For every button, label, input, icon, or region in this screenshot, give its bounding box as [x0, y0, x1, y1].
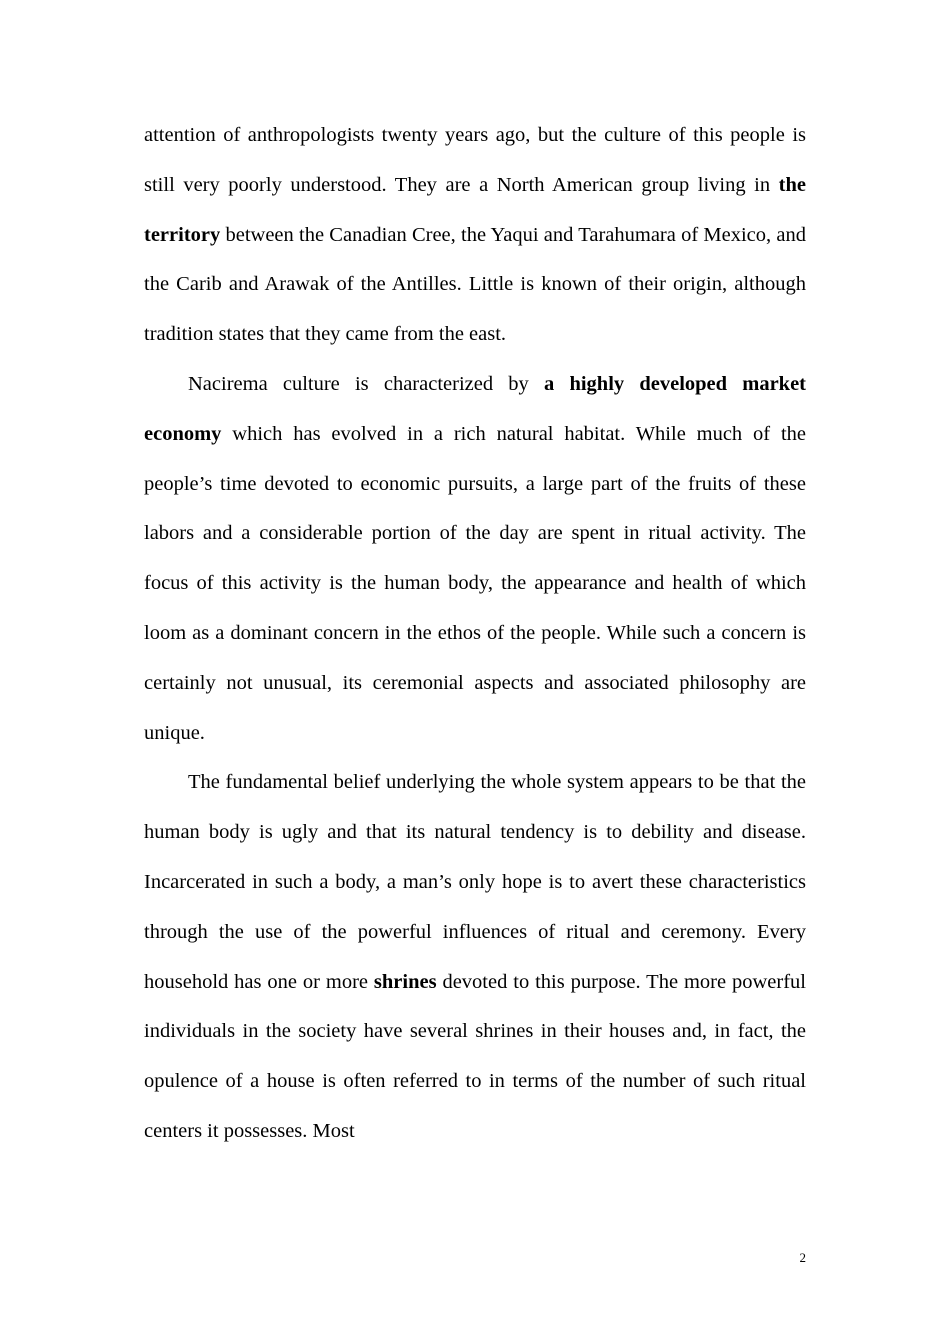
bold-phrase-the-territory: the territory: [144, 173, 806, 246]
text-run: between the Canadian Cree, the Yaqui and Tarahumara of Mexico, and the Carib and Arawak of the Antilles. Little is known of their origin, although tradition states that they came from the east.: [144, 223, 806, 346]
text-run: The fundamental belief underlying the whole system appears to be that the human body is ugly and that its natural tendency is to debility and disease. Incarcerated in such a body, a man’s only hope is to avert these characteristics through the use of the powerful influences of ritual and ceremony. Every household has one or more: [144, 771, 806, 993]
text-run: attention of anthropologists twenty years ago, but the culture of this people is still very poorly understood. They are a North American group living in: [144, 124, 806, 196]
text-run: devoted to this purpose. The more powerful individuals in the society have several shrines in their houses and, in fact, the opulence of a house is often referred to in terms of the number of such ritual centers it possesses. Most: [144, 970, 806, 1142]
bold-phrase-shrines: shrines: [373, 970, 437, 993]
text-run: Nacirema culture is characterized by: [188, 372, 544, 395]
bold-phrase-market-economy: a highly developed market economy: [144, 372, 806, 445]
text-run: which has evolved in a rich natural habitat. While much of the people’s time devoted to economic pursuits, a large part of the fruits of these labors and a considerable portion of the day are spent in ritual activity. The focus of this activity is the human body, the appearance and health of which loom as a dominant concern in the ethos of the people. While such a concern is certainly not unusual, its ceremonial aspects and associated philosophy are unique.: [144, 422, 806, 744]
body-text: [144, 111, 806, 1157]
paragraph-3: [144, 758, 806, 1156]
page-number: 2: [799, 1250, 806, 1265]
paragraph-1: [144, 111, 806, 360]
paragraph-2: [144, 360, 806, 758]
